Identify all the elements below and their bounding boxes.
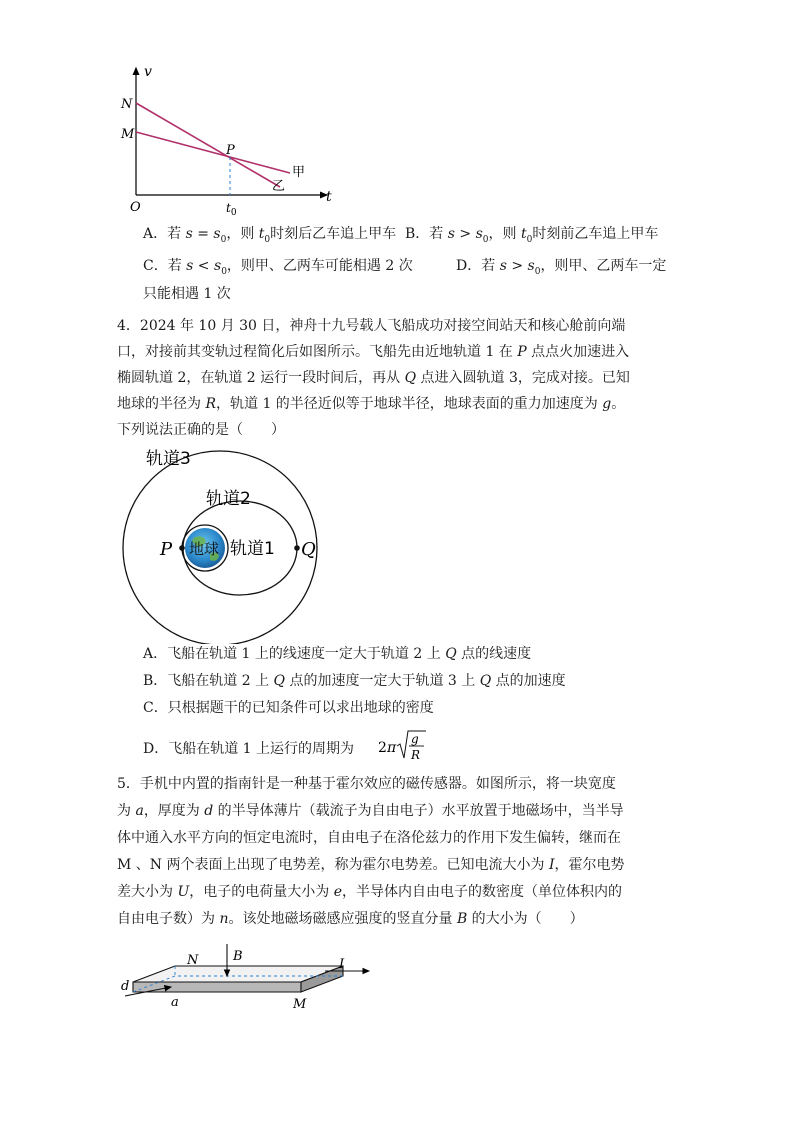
q4-stem-line2: 口，对接前其变轨过程简化后如图所示。飞船先由近地轨道 1 在 P 点点火加速进入: [117, 344, 630, 360]
q5-stem-line4: M 、N 两个表面上出现了电势差，称为霍尔电势差。已知电流大小为 I，霍尔电势: [117, 857, 625, 873]
q5-stem-line1: 5．手机中内置的指南针是一种基于霍尔效应的磁传感器。如图所示，将一块宽度: [117, 776, 616, 792]
svg-text:g: g: [411, 732, 419, 746]
line-yi: [136, 103, 280, 187]
origin-label: O: [130, 200, 141, 215]
plate-front-face: [133, 982, 301, 992]
q3-option-b[interactable]: B．若 $s > s_0$，则 $t_0$时刻前乙车追上甲车: [405, 226, 659, 245]
m-label: M: [121, 127, 135, 142]
label-i: I: [339, 957, 345, 972]
point-p-dot: [179, 545, 185, 551]
q5-stem-line5: 差大小为 U，电子的电荷量大小为 e，半导体内自由电子的数密度（单位体积内的: [117, 884, 623, 900]
q4-stem-line5: 下列说法正确的是（ ）: [117, 422, 285, 438]
q3-option-c[interactable]: C．若 $s < s_0$，则甲、乙两车可能相遇 2 次: [143, 258, 413, 277]
q4-stem-line4: 地球的半径为 R，轨道 1 的半径近似等于地球半径，地球表面的重力加速度为 g。: [117, 396, 626, 412]
svg-text:R: R: [411, 748, 421, 762]
q3-option-a[interactable]: A．若 $s = s_0$，则 $t_0$时刻后乙车追上甲车: [143, 226, 397, 245]
label-m: M: [293, 997, 307, 1012]
orbit-diagram: [110, 444, 350, 644]
q5-stem-line2: 为 a，厚度为 d 的半导体薄片（载流子为自由电子）水平放置于地磁场中，当半导: [117, 803, 624, 819]
q5-stem-line6: 自由电子数）为 n。该处地磁场磁感应强度的竖直分量 B 的大小为（ ）: [117, 911, 584, 927]
svg-text:π: π: [387, 740, 397, 756]
q4-option-a[interactable]: A．飞船在轨道 1 上的线速度一定大于轨道 2 上 Q 点的线速度: [143, 646, 532, 662]
orbit-1-label: 轨道1: [230, 539, 275, 559]
n-label: N: [121, 97, 133, 112]
label-b: B: [233, 949, 243, 964]
velocity-time-graph: [112, 60, 342, 220]
q4-option-c[interactable]: C．只根据题干的已知条件可以求出地球的密度: [143, 700, 434, 716]
label-n: N: [187, 953, 199, 968]
hall-plate-diagram: [115, 938, 385, 1018]
period-formula: [378, 728, 430, 764]
svg-text:2: 2: [378, 740, 387, 756]
earth-label: 地球: [189, 540, 220, 558]
label-d: d: [121, 979, 130, 994]
p-label: P: [226, 143, 235, 158]
orbit-2-label: 轨道2: [206, 489, 251, 509]
t-label: t: [326, 189, 332, 205]
yi-label: 乙: [272, 179, 286, 194]
jia-label: 甲: [292, 165, 306, 180]
q4-stem-line3: 椭圆轨道 2，在轨道 2 运行一段时间后，再从 Q 点进入圆轨道 3，完成对接。已知: [117, 370, 630, 386]
orbit-3-label: 轨道3: [146, 449, 191, 469]
line-jia: [136, 132, 290, 173]
q4-stem-line1: 4．2024 年 10 月 30 日，神舟十九号载人飞船成功对接空间站天和核心舱前向端: [117, 318, 626, 334]
t0-label: $t_0$: [226, 201, 237, 218]
q5-stem-line3: 体中通入水平方向的恒定电流时，自由电子在洛伦兹力的作用下发生偏转，继而在: [117, 830, 621, 846]
point-p-label: P: [160, 539, 173, 560]
v-label: v: [144, 64, 152, 80]
point-q-label: Q: [301, 539, 316, 560]
q3-option-d[interactable]: D．若 $s > s_0$，则甲、乙两车一定: [456, 258, 667, 277]
q4-option-b[interactable]: B．飞船在轨道 2 上 Q 点的加速度一定大于轨道 3 上 Q 点的加速度: [143, 673, 566, 689]
point-q-dot: [294, 545, 300, 551]
label-a: a: [171, 995, 179, 1010]
q3-option-d-cont: 只能相遇 1 次: [143, 286, 231, 302]
